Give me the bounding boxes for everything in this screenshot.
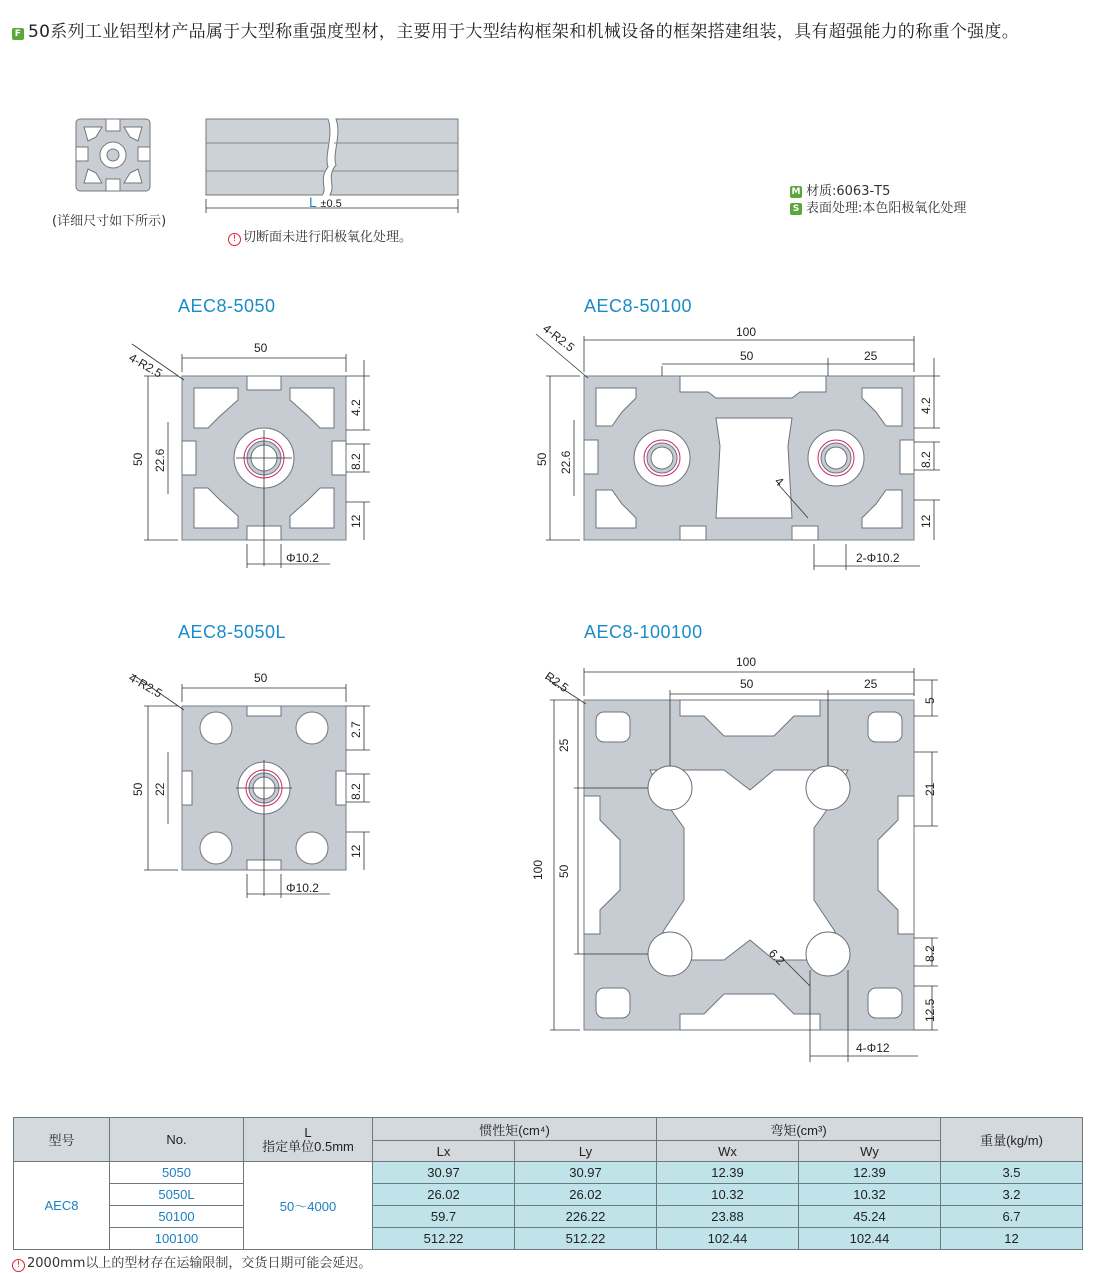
dim-half-label: 50 bbox=[740, 349, 754, 363]
cell-wx: 10.32 bbox=[657, 1184, 799, 1206]
dim-r2-label: 8.2 bbox=[923, 945, 937, 962]
header-length bbox=[244, 1118, 373, 1162]
header-model: 型号 bbox=[14, 1118, 110, 1162]
dim-r2-label: 8.2 bbox=[349, 783, 363, 800]
cell-lx: 512.22 bbox=[373, 1228, 515, 1250]
model-title-5050: AEC8-5050 bbox=[178, 296, 276, 316]
cell-lx: 59.7 bbox=[373, 1206, 515, 1228]
cell-ly: 26.02 bbox=[515, 1184, 657, 1206]
cell-ly: 512.22 bbox=[515, 1228, 657, 1250]
dim-r2-label: 8.2 bbox=[349, 453, 363, 470]
dim-r3-label: 12 bbox=[349, 514, 363, 528]
dim-corner-label: R2.5 bbox=[542, 668, 572, 696]
cell-wx: 12.39 bbox=[657, 1162, 799, 1184]
dim-width-label: 100 bbox=[736, 325, 757, 339]
table-row bbox=[14, 1184, 1083, 1206]
dim-quarter-label: 25 bbox=[864, 677, 878, 691]
header-lx: Lx bbox=[373, 1141, 515, 1162]
table-row bbox=[14, 1162, 1083, 1184]
info-badge-icon: F bbox=[12, 28, 24, 40]
drawing-5050l bbox=[120, 660, 380, 900]
dim-phi-label: 4-Φ12 bbox=[856, 1041, 890, 1055]
cell-ly: 226.22 bbox=[515, 1206, 657, 1228]
cell-range: 50～4000 bbox=[244, 1162, 373, 1250]
warning-icon: ! bbox=[228, 233, 241, 246]
dim-r1-label: 4.2 bbox=[919, 397, 933, 414]
model-title-50100: AEC8-50100 bbox=[584, 296, 693, 316]
header-moment: 弯矩(cm³) bbox=[657, 1118, 941, 1141]
length-symbol: L bbox=[309, 194, 317, 210]
dim-width-label: 50 bbox=[254, 671, 268, 685]
header-wy: Wy bbox=[799, 1141, 941, 1162]
drawing-50100 bbox=[530, 318, 950, 574]
header-no: No. bbox=[110, 1118, 244, 1162]
dim-slot-label: 22.6 bbox=[559, 450, 573, 474]
model-title-100100: AEC8-100100 bbox=[584, 622, 703, 642]
dim-edge-label: 25 bbox=[557, 738, 571, 752]
footnote bbox=[12, 1252, 371, 1272]
drawing-100100 bbox=[524, 650, 950, 1070]
dim-phi-label: Φ10.2 bbox=[286, 881, 319, 895]
dim-width-label: 50 bbox=[254, 341, 268, 355]
dim-r3-label: 12.5 bbox=[923, 998, 937, 1022]
intro-text bbox=[12, 22, 1092, 43]
dim-width-label: 100 bbox=[736, 655, 757, 669]
dim-r2-label: 8.2 bbox=[919, 451, 933, 468]
dim-phi-label: 2-Φ10.2 bbox=[856, 551, 900, 565]
length-label bbox=[309, 194, 342, 210]
dim-half-label: 50 bbox=[740, 677, 754, 691]
dim-phi-label: Φ10.2 bbox=[286, 551, 319, 565]
cell-weight: 6.7 bbox=[941, 1206, 1083, 1228]
dim-thickness-label: 6.2 bbox=[765, 946, 788, 968]
dim-height-label: 50 bbox=[131, 782, 145, 796]
material-text: 材质:6063-T5 bbox=[806, 184, 891, 199]
header-weight: 重量(kg/m) bbox=[941, 1118, 1083, 1162]
cell-wx: 102.44 bbox=[657, 1228, 799, 1250]
dim-r3-label: 12 bbox=[349, 844, 363, 858]
cell-no: 100100 bbox=[110, 1228, 244, 1250]
cell-no: 50100 bbox=[110, 1206, 244, 1228]
cell-weight: 12 bbox=[941, 1228, 1083, 1250]
dim-r1-label: 21 bbox=[923, 782, 937, 796]
cell-wx: 23.88 bbox=[657, 1206, 799, 1228]
table-row bbox=[14, 1206, 1083, 1228]
header-length-bottom: 指定单位0.5mm bbox=[262, 1138, 354, 1154]
dim-corner-label: 4-R2.5 bbox=[126, 350, 165, 381]
dim-slot-label: 22 bbox=[153, 782, 167, 796]
profile-thumbnail-icon bbox=[74, 117, 154, 195]
dim-height-label: 100 bbox=[531, 859, 545, 880]
detail-caption: (详细尺寸如下所示) bbox=[52, 214, 167, 229]
dim-slot-label: 22.6 bbox=[153, 448, 167, 472]
surface-badge-icon: S bbox=[790, 203, 802, 215]
drawing-5050 bbox=[120, 330, 380, 570]
length-tolerance: ±0.5 bbox=[320, 198, 342, 210]
cell-no: 5050L bbox=[110, 1184, 244, 1206]
dim-corner-label: 4-R2.5 bbox=[540, 321, 578, 355]
footnote-text: 2000mm以上的型材存在运输限制，交货日期可能会延迟。 bbox=[27, 1256, 372, 1271]
header-ly: Ly bbox=[515, 1141, 657, 1162]
cell-wy: 12.39 bbox=[799, 1162, 941, 1184]
dim-r0-label: 5 bbox=[923, 697, 937, 704]
surface-text: 表面处理:本色阳极氧化处理 bbox=[806, 201, 967, 216]
dim-r1-label: 2.7 bbox=[349, 721, 363, 738]
dim-height-label: 50 bbox=[131, 452, 145, 466]
cell-weight: 3.5 bbox=[941, 1162, 1083, 1184]
cell-wy: 45.24 bbox=[799, 1206, 941, 1228]
cell-lx: 30.97 bbox=[373, 1162, 515, 1184]
cell-model: AEC8 bbox=[14, 1162, 110, 1250]
cell-no: 5050 bbox=[110, 1162, 244, 1184]
dim-height-label: 50 bbox=[535, 452, 549, 466]
cell-weight: 3.2 bbox=[941, 1184, 1083, 1206]
cut-note bbox=[228, 226, 412, 246]
cell-lx: 26.02 bbox=[373, 1184, 515, 1206]
header-wx: Wx bbox=[657, 1141, 799, 1162]
warning-icon: ! bbox=[12, 1259, 25, 1272]
dim-corner-label: 4-R2.5 bbox=[126, 670, 165, 701]
surface-line bbox=[790, 197, 966, 216]
header-inertia: 惯性矩(cm⁴) bbox=[373, 1118, 657, 1141]
material-badge-icon: M bbox=[791, 187, 801, 197]
model-title-5050l: AEC8-5050L bbox=[178, 622, 287, 642]
cut-note-text: 切断面未进行阳极氧化处理。 bbox=[243, 230, 413, 245]
cell-wy: 102.44 bbox=[799, 1228, 941, 1250]
table-row bbox=[14, 1228, 1083, 1250]
header-length-top: L bbox=[304, 1124, 312, 1140]
dim-r1-label: 4.2 bbox=[349, 399, 363, 416]
spec-table bbox=[13, 1117, 1083, 1250]
dim-r3-label: 12 bbox=[919, 514, 933, 528]
dim-thickness-label: 4 bbox=[771, 474, 787, 489]
cell-wy: 10.32 bbox=[799, 1184, 941, 1206]
intro-sentence: 50系列工业铝型材产品属于大型称重强度型材，主要用于大型结构框架和机械设备的框架搭建组装，具有超强能力的称重个强度。 bbox=[28, 22, 1020, 42]
cell-ly: 30.97 bbox=[515, 1162, 657, 1184]
dim-quarter-label: 25 bbox=[864, 349, 878, 363]
dim-center-label: 50 bbox=[557, 864, 571, 878]
